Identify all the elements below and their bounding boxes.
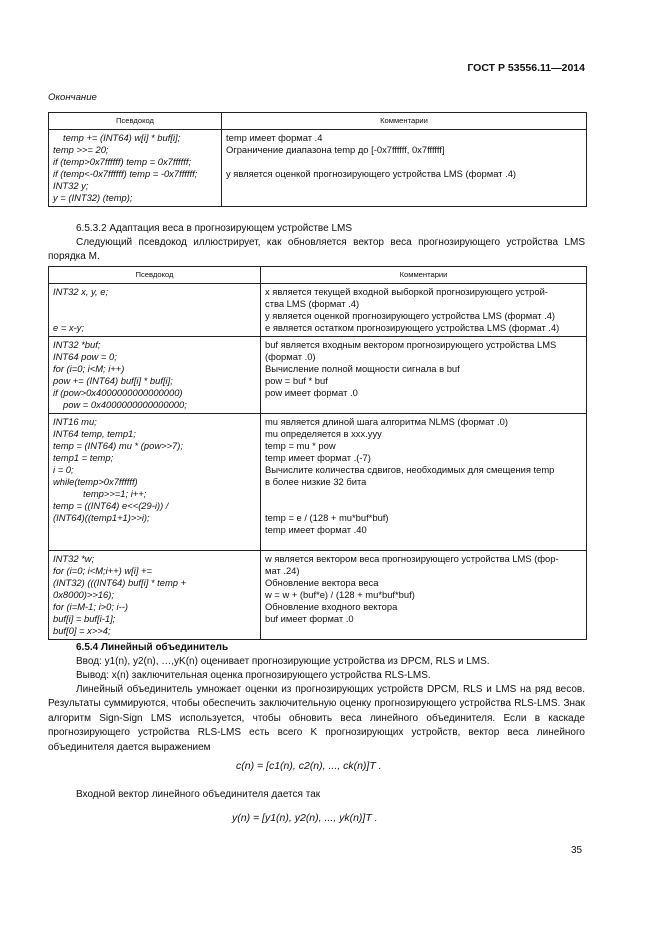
comment-cell — [261, 414, 587, 551]
pseudocode-cell — [49, 414, 261, 551]
comment-line: mu является длиной шага алгоритма NLMS (формат .0) — [265, 416, 508, 427]
code-line: buf[0] = x>>4; — [53, 625, 111, 636]
code-line: temp >>= 20; — [53, 144, 109, 155]
input-vector-formula: y(n) = [y1(n), y2(n), ..., yk(n)]T . — [232, 812, 378, 824]
code-line: if (pow>0x4000000000000000) — [53, 387, 183, 398]
code-line: pow += (INT64) buf[i] * buf[i]; — [53, 375, 173, 386]
comment-line: y является оценкой прогнозирующего устройства LMS (формат .4) — [265, 310, 556, 321]
section-heading-linear-combiner: 6.5.4 Линейный объединитель — [76, 642, 229, 653]
column-header-comments: Комментарии — [222, 113, 587, 130]
code-line: INT32 x, y, e; — [53, 286, 109, 297]
table-continuation-caption: Окончание — [48, 92, 97, 103]
code-line: i = 0; — [53, 464, 74, 475]
pseudocode-table-end — [48, 112, 587, 207]
code-line: if (temp>0x7ffffff) temp = 0x7ffffff; — [53, 156, 192, 167]
comment-line: w = w + (buf*e) / (128 + mu*buf*buf) — [265, 589, 415, 600]
code-line: buf[i] = buf[i-1]; — [53, 613, 116, 624]
code-line: for (i=0; i<M;i++) w[i] += — [53, 565, 152, 576]
code-line: INT32 *buf; — [53, 339, 101, 350]
code-line: e = x-y; — [53, 322, 84, 333]
code-line: for (i=0; i<M; i++) — [53, 363, 125, 374]
comment-cell — [261, 551, 587, 640]
code-line: if (temp<-0x7ffffff) temp = -0x7ffffff; — [53, 168, 198, 179]
input-vector-text: Входной вектор линейного объединителя дается так — [76, 789, 321, 800]
comment-line: w является вектором веса прогнозирующего устройства LMS (фор- — [265, 553, 559, 564]
table-row — [49, 284, 587, 337]
column-header-pseudocode: Псевдокод — [49, 267, 261, 284]
column-header-pseudocode: Псевдокод — [49, 113, 222, 130]
column-header-comments: Комментарии — [261, 267, 587, 284]
combiner-input-description: Ввод: y1(n), y2(n), …,yK(n) оценивает прогнозирующие устройства из DPCM, RLS и LMS. — [76, 656, 490, 667]
comment-line: мат .24) — [265, 565, 300, 576]
comment-line: buf является входным вектором прогнозирующего устройства LMS — [265, 339, 557, 350]
table-row — [49, 551, 587, 640]
lms-adaptation-description: Следующий псевдокод иллюстрирует, как обновляется вектор веса прогнозирующего устройства LMS порядка M. — [48, 237, 585, 263]
code-line: temp += (INT64) w[i] * buf[i]; — [63, 132, 181, 143]
comment-line: mu определяется в xxx.yyy — [265, 428, 382, 439]
comment-line: Обновление вектора веса — [265, 577, 379, 588]
code-line: INT64 pow = 0; — [53, 351, 117, 362]
comment-line: buf имеет формат .0 — [265, 613, 354, 624]
code-line: INT16 mu; — [53, 416, 97, 427]
section-heading-lms-adaptation: 6.5.3.2 Адаптация веса в прогнозирующем устройстве LMS — [76, 223, 353, 234]
table-row — [49, 414, 587, 551]
code-line: INT64 temp, temp1; — [53, 428, 136, 439]
code-line: temp = (INT64) mu * (pow>>7); — [53, 440, 183, 451]
comment-line: в более низкие 32 бита — [265, 476, 367, 487]
pseudocode-cell — [49, 130, 222, 207]
comment-line: Вычислите количества сдвигов, необходимых для смещения temp — [265, 464, 555, 475]
code-line: INT32 y; — [53, 180, 89, 191]
comment-line: pow = buf * buf — [265, 375, 328, 386]
pseudocode-cell — [49, 337, 261, 414]
comment-cell — [261, 284, 587, 337]
combiner-output-description: Вывод: x(n) заключительная оценка прогнозирующего устройства RLS-LMS. — [76, 670, 431, 681]
comment-line: temp = mu * pow — [265, 440, 336, 451]
lms-pseudocode-table — [48, 266, 587, 640]
comment-line: Вычисление полной мощности сигнала в buf — [265, 363, 460, 374]
code-line: temp = ((INT64) e<<(29-i)) / — [53, 500, 169, 511]
page-number: 35 — [571, 845, 583, 856]
table-row — [49, 337, 587, 414]
comment-line: x является текущей входной выборкой прогнозирующего устрой- — [265, 286, 548, 297]
comment-line: temp имеет формат .40 — [265, 524, 367, 535]
code-line: temp1 = temp; — [53, 452, 114, 463]
comment-line: temp имеет формат .(-7) — [265, 452, 371, 463]
code-line: temp>>=1; i++; — [83, 488, 147, 499]
code-line: for (i=M-1; i>0; i--) — [53, 601, 129, 612]
code-line: y = (INT32) (temp); — [53, 192, 133, 203]
code-line: INT32 *w; — [53, 553, 95, 564]
combiner-paragraph: Линейный объединитель умножает оценки из прогнозирующих устройств DPCM, RLS и LMS на ряд весов. Результаты суммируются, чтобы обеспечить заключительную оценку прогнозирующего устройства RLS-LMS. Знак алгоритм Sign-Sign LMS используется, чтобы обновить веса линейного объединителя. Если в каскаде прогнозирующего устройства RLS-LMS есть всего K прогнозирующих устройств, вектор веса линейного объединителя дается выражением — [48, 684, 585, 753]
standard-header: ГОСТ Р 53556.11—2014 — [467, 62, 585, 74]
comment-line: temp имеет формат .4 — [226, 132, 323, 143]
weight-vector-formula: c(n) = [c1(n), c2(n), ..., ck(n)]T . — [236, 760, 382, 772]
pseudocode-cell — [49, 551, 261, 640]
comment-line: e является остатком прогнозирующего устройства LMS (формат .4) — [265, 322, 560, 333]
comment-line: temp = e / (128 + mu*buf*buf) — [265, 512, 389, 523]
comment-cell — [261, 337, 587, 414]
pseudocode-cell — [49, 284, 261, 337]
code-line: (INT32) (((INT64) buf[i] * temp + — [53, 577, 187, 588]
comment-line: pow имеет формат .0 — [265, 387, 358, 398]
comment-cell — [222, 130, 587, 207]
code-line: 0x8000)>>16); — [53, 589, 114, 600]
comment-line: y является оценкой прогнозирующего устройства LMS (формат .4) — [226, 168, 517, 179]
code-line: (INT64)((temp1+1)>>i); — [53, 512, 150, 523]
code-line: pow = 0x4000000000000000; — [63, 399, 187, 410]
comment-line: ства LMS (формат .4) — [265, 298, 360, 309]
code-line: while(temp>0x7ffffff) — [53, 476, 138, 487]
comment-line: Обновление входного вектора — [265, 601, 398, 612]
comment-line: (формат .0) — [265, 351, 316, 362]
comment-line: Ограничение диапазона temp до [-0x7ffffff, 0x7ffffff] — [226, 144, 445, 155]
